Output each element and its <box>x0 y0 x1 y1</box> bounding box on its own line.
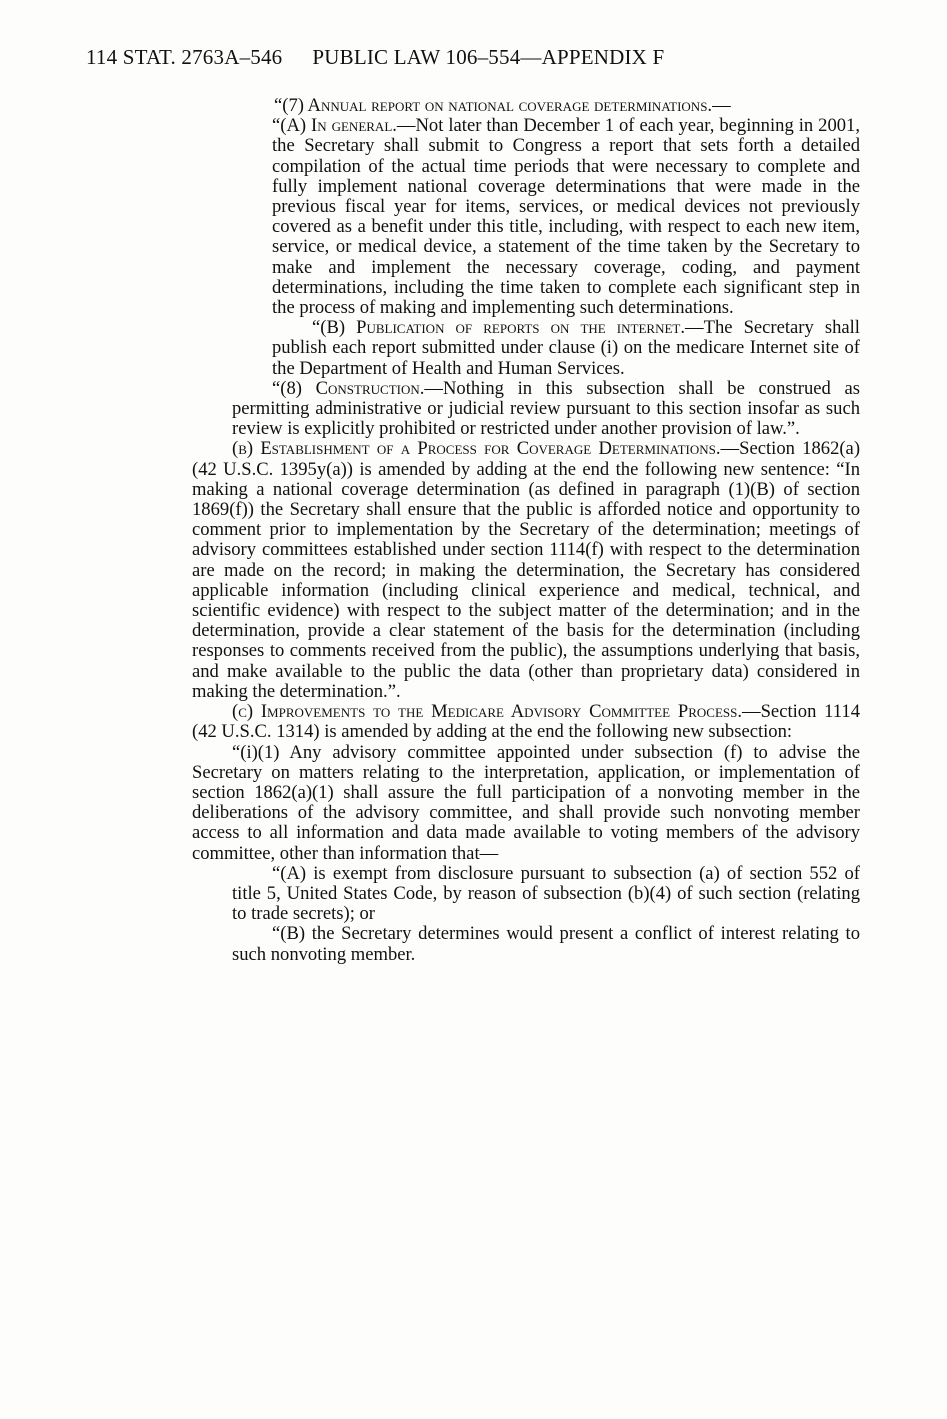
subsection-b-text: —Section 1862(a) (42 U.S.C. 1395y(a)) is amended by adding at the end the following new sentence: “In making a national coverage determination (as defined in paragraph (1)(B) of section 1869(f)) the Secretary shall ensure that the public is afforded notice and opportunity to comment prior to implementation by the Secretary of the determination; meetings of advisory committees established under section 1114(f) with respect to the determination are made on the record; in making the determination, the Secretary has considered applicable information (including clinical experience and medical, technical, and scientific evidence) with respect to the subject matter of the determination; and in the determination, provide a clear statement of the basis for the determination (including responses to comments received from the public), the assumptions underlying that basis, and make available to the public the data (other than proprietary data) considered in making the determination.”. <box>192 438 861 702</box>
document-body <box>192 95 861 965</box>
running-head <box>86 45 664 70</box>
subsection-b-heading: (b) Establishment of a Process for Coverage Determinations. <box>232 438 721 460</box>
paragraph-7b-text: —The Secretary shall publish each report submitted under clause (i) on the medicare Internet site of the Department of Health and Human Services. <box>272 317 860 379</box>
subsection-c-heading: (c) Improvements to the Medicare Advisory Committee Process. <box>232 701 742 723</box>
subsection-c <box>192 702 860 742</box>
paragraph-7a <box>192 116 860 318</box>
law-title: PUBLIC LAW 106–554—APPENDIX F <box>312 45 665 69</box>
subsection-i1-B-text: “(B) the Secretary determines would present a conflict of interest relating to such nonvoting member. <box>232 923 860 965</box>
subsection-i1 <box>192 743 860 864</box>
subsection-i1-A-text: “(A) is exempt from disclosure pursuant to subsection (a) of section 552 of title 5, United States Code, by reason of subsection (b)(4) of such section (relating to trade secrets); or <box>232 862 860 925</box>
subsection-b <box>192 439 860 702</box>
paragraph-7a-heading: “(A) In general. <box>272 115 397 137</box>
paragraph-7b-heading: “(B) Publication of reports on the internet. <box>312 317 685 339</box>
page-reference: 114 STAT. 2763A–546 <box>86 45 283 69</box>
subsection-i1-text: “(i)(1) Any advisory committee appointed under subsection (f) to advise the Secretary on matters relating to the interpretation, application, or implementation of section 1862(a)(1) shall assure the full participation of a nonvoting member in the deliberations of the advisory committee, and shall provide such nonvoting member access to all information and data made available to voting members of the advisory committee, other than information that— <box>192 741 860 864</box>
paragraph-8 <box>192 379 860 440</box>
paragraph-8-text: —Nothing in this subsection shall be construed as permitting administrative or judicial review pursuant to this section insofar as such review is explicitly prohibited or restricted under another provision of law.”. <box>232 377 860 440</box>
subsection-c-text: —Section 1114 (42 U.S.C. 1314) is amended by adding at the end the following new subsection: <box>192 701 860 743</box>
paragraph-7-heading: “(7) Annual report on national coverage determinations.— <box>274 95 731 116</box>
subsection-i1-A <box>192 864 860 925</box>
paragraph-7b <box>192 318 860 379</box>
paragraph-8-heading: “(8) Construction. <box>272 377 425 399</box>
subsection-i1-B <box>192 924 860 964</box>
paragraph-7a-text: —Not later than December 1 of each year, beginning in 2001, the Secretary shall submit to Congress a report that sets forth a detailed compilation of the actual time periods that were necessary to complete and fully implement national coverage determinations that were made in the previous fiscal year for items, services, or medical devices not previously covered as a benefit under this title, including, with respect to each new item, service, or medical device, a statement of the time taken by the Secretary to make and implement the necessary coverage, coding, and payment determinations, including the time taken to complete each significant step in the process of making and implementing such determinations. <box>272 115 860 319</box>
